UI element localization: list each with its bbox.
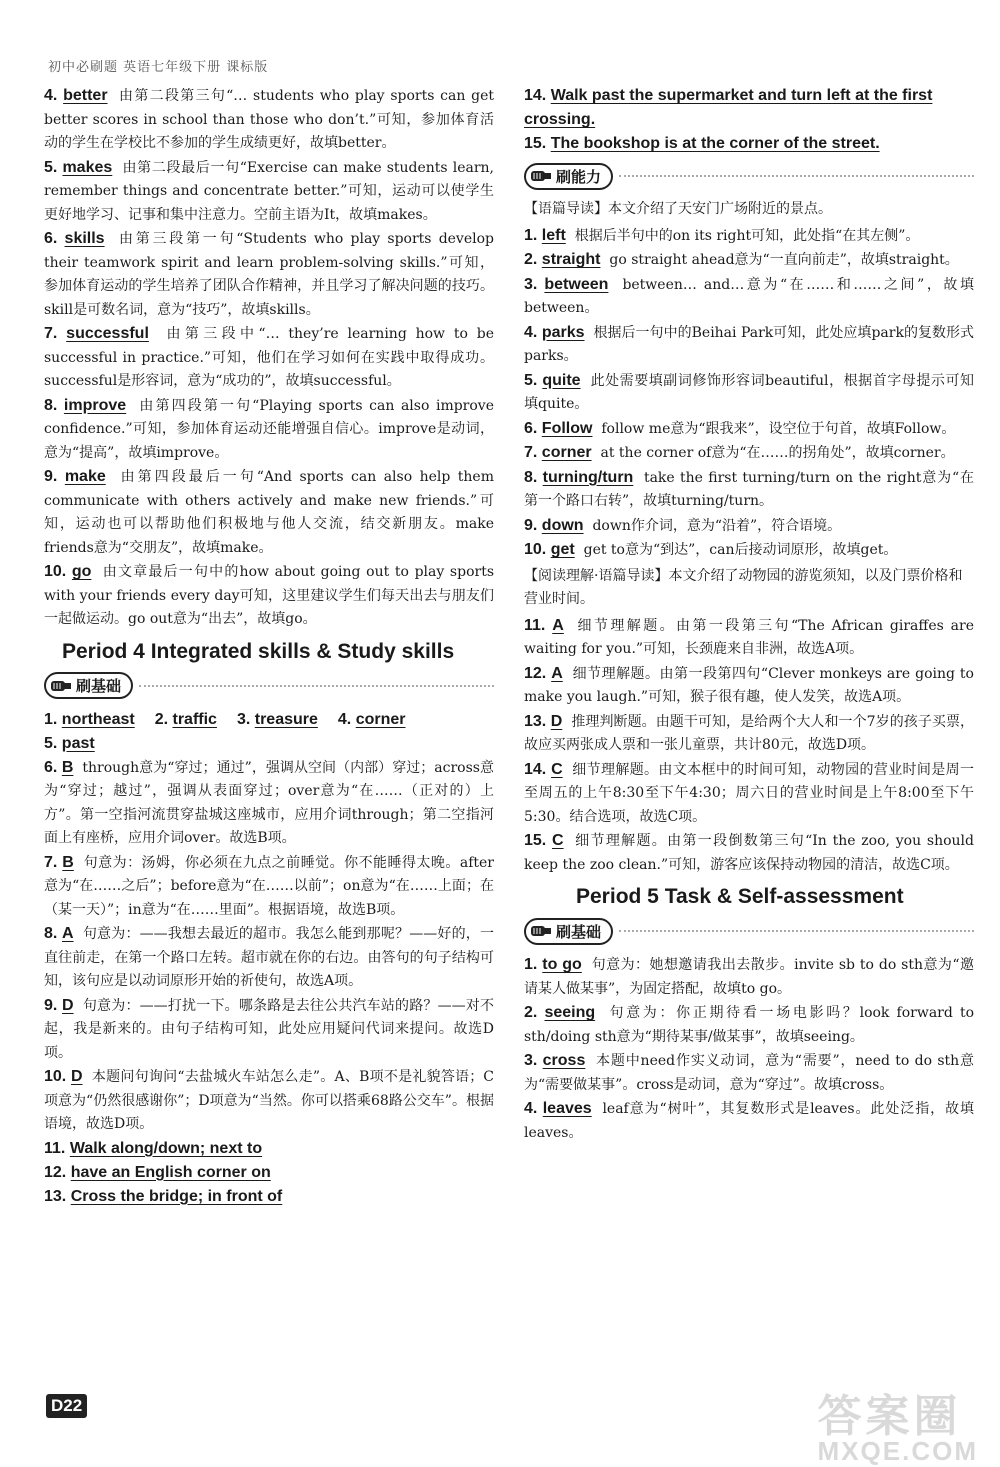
item-explanation: 由第四段最后一句“And sports can also help them communicate with others actively and make new friends.”可知，运动也可以帮助他们积极地与他人交流，结交新朋友。make friends意为“交朋友”，故填make。	[44, 469, 494, 556]
item-number: 15.	[524, 832, 547, 849]
item-answer: skills	[64, 230, 105, 247]
answer-item	[524, 1049, 974, 1097]
item-number: 4.	[524, 1100, 538, 1117]
item-explanation: 句意为：你正期待看一场电影吗？look forward to sth/doing sth意为“期待某事/做某事”，故填seeing。	[524, 1005, 975, 1045]
answer-item	[524, 829, 974, 877]
item-answer: C	[551, 760, 563, 778]
period5-items	[524, 953, 974, 1145]
item-number: 9.	[44, 468, 58, 485]
item-explanation: take the first turning/turn on the right意为“在第一个路口右转”，故填turning/turn。	[524, 469, 974, 509]
answer-num: 3.	[236, 710, 251, 728]
answer-item	[524, 1001, 974, 1049]
item-answer: corner	[541, 444, 592, 461]
item-explanation: 根据后半句中的on its right可知，此处指“在其左侧”。	[574, 227, 920, 244]
answer-text: past	[61, 734, 95, 752]
item-number: 11.	[524, 616, 546, 634]
item-number: 7.	[524, 444, 538, 461]
item-number: 13.	[524, 712, 547, 730]
answer-num: 14.	[524, 87, 547, 104]
item-number: 10.	[524, 541, 547, 558]
right-column	[524, 84, 974, 1145]
brush-icon	[530, 922, 552, 940]
item-explanation: down作介词，意为“沿着”，符合语境。	[592, 517, 842, 534]
answer-item	[524, 417, 974, 442]
left-items	[44, 84, 494, 632]
item-answer: D	[62, 996, 74, 1014]
item-explanation: leaf意为“树叶”，其复数形式是leaves。此处泛指，故填leaves。	[524, 1101, 975, 1141]
answer-item	[44, 994, 494, 1066]
brush-icon	[530, 167, 552, 185]
answer-5	[44, 732, 494, 756]
item-explanation: 推理判断题。由题干可知，是给两个大人和一个7岁的孩子买票，故应买两张成人票和一张儿童票，共计80元，故选D项。	[524, 713, 975, 753]
item-explanation: 本题问句询问“去盐城火车站怎么走”。A、B项不是礼貌答语；C项意为“仍然很感谢你”；D项意为“当然。你可以搭乘68路公交车”。根据语境，故选D项。	[44, 1069, 495, 1132]
watermark-line2: MXQE.COM	[817, 1436, 978, 1466]
item-answer: better	[63, 87, 108, 104]
item-answer: makes	[62, 158, 113, 176]
item-explanation: 细节理解题。由第一段第四句“Clever monkeys are going to make you laugh.”可知，猴子很有趣，使人发笑，故选A项。	[524, 665, 974, 705]
answer-item	[44, 156, 494, 228]
answer-text: corner	[355, 710, 406, 728]
period4-answer-lines	[44, 1137, 494, 1209]
answer-text: The bookshop is at the corner of the street.	[550, 135, 880, 152]
item-number: 10.	[44, 563, 67, 580]
item-number: 6.	[524, 419, 538, 437]
passage-guide: 【语篇导读】本文介绍了天安门广场附近的景点。	[524, 201, 832, 217]
item-number: 7.	[44, 853, 58, 871]
item-answer: go	[71, 563, 92, 580]
answer-item	[44, 756, 494, 851]
badge-pill	[524, 163, 613, 190]
item-number: 2.	[524, 251, 538, 268]
item-explanation: 由第三段中“… they’re learning how to be successful in practice.”可知，他们在学习如何在实践中取得成功。successful是形容词，意为“成功的”，故填successful。	[44, 326, 494, 389]
dotted-divider	[619, 175, 974, 177]
item-number: 1.	[524, 956, 538, 973]
answer-row-1	[44, 708, 494, 732]
answer-item	[524, 441, 974, 466]
right-top-lines	[524, 84, 974, 156]
item-explanation: get to意为“到达”，can后接动词原形，故填get。	[583, 542, 898, 558]
item-answer: improve	[63, 396, 127, 414]
item-explanation: 此处需要填副词修饰形容词beautiful，根据首字母提示可知填quite。	[524, 372, 974, 412]
item-explanation: go straight ahead意为“一直向前走”，故填straight。	[609, 252, 959, 268]
answer-4	[338, 708, 406, 732]
answer-item	[44, 560, 494, 632]
answer-item	[524, 614, 974, 662]
item-number: 6.	[44, 758, 58, 776]
item-number: 9.	[524, 516, 538, 534]
period4-items	[44, 756, 494, 1137]
item-answer: quite	[542, 371, 581, 389]
item-number: 5.	[524, 371, 538, 389]
nengli-badge	[524, 162, 974, 190]
item-explanation: 本题中need作实义动词，意为“需要”，need to do sth意为“需要做某事”。cross是动词，意为“穿过”。故填cross。	[524, 1053, 974, 1093]
item-explanation: 由第四段第一句“Playing sports can also improve confidence.”可知，参加体育运动还能增强自信心。improve是动词，意为“提高”，故填improve。	[44, 397, 494, 461]
answer-line	[44, 1185, 494, 1209]
item-explanation: between… and…意为“在……和……之间”，故填between。	[524, 276, 974, 316]
reading-guide: 【阅读理解·语篇导读】本文介绍了动物园的游览须知，以及门票价格和营业时间。	[524, 567, 963, 607]
answer-line	[44, 1137, 494, 1161]
period5-badge	[524, 917, 974, 945]
item-number: 3.	[524, 275, 538, 293]
item-explanation: 由第二段第三句“… students who play sports can get better scores in school than those who don’t.”可知，参加体育活动的学生在学校比不参加的学生成绩更好，故填better。	[44, 88, 494, 151]
answer-line	[524, 132, 974, 156]
answer-item	[524, 273, 974, 321]
answer-item	[524, 710, 974, 758]
watermark-line1: 答案圈	[817, 1392, 962, 1441]
item-number: 4.	[44, 87, 58, 104]
answer-text: Walk past the supermarket and turn left at the first crossing.	[524, 87, 933, 128]
nengli-items	[524, 224, 974, 563]
answer-num: 15.	[524, 135, 547, 152]
answer-item	[44, 1065, 494, 1137]
item-number: 3.	[524, 1052, 538, 1069]
item-answer: between	[544, 275, 609, 293]
answer-item	[44, 84, 494, 156]
item-number: 7.	[44, 325, 58, 342]
answer-num: 11.	[44, 1139, 66, 1157]
answer-item	[524, 466, 974, 514]
item-explanation: 句意为：她想邀请我出去散步。invite sb to do sth意为“邀请某人做某事”，为固定搭配，故填to go。	[524, 957, 975, 997]
item-number: 6.	[44, 230, 58, 247]
item-number: 2.	[524, 1004, 538, 1021]
item-number: 8.	[44, 396, 58, 414]
answer-2	[155, 708, 217, 732]
item-answer: make	[64, 468, 106, 485]
answer-item	[524, 321, 974, 369]
answer-line	[524, 84, 974, 132]
item-number: 8.	[44, 925, 58, 942]
answer-text: northeast	[61, 710, 135, 728]
answer-text: traffic	[172, 710, 217, 728]
period4-title: Period 4 Integrated skills & Study skills	[62, 639, 455, 663]
answer-num: 2.	[154, 710, 169, 728]
page-number: D22	[46, 1394, 87, 1418]
item-explanation: 句意为：——我想去最近的超市。我怎么能到那呢？——好的，一直往前走，在第一个路口左转。超市就在你的右边。由答句的句子结构可知，该句应是以动词原形开始的祈使句，故选A项。	[44, 926, 494, 989]
page-header: 初中必刷题 英语七年级下册 课标版	[48, 60, 269, 75]
item-answer: B	[61, 758, 74, 776]
answer-item	[44, 322, 494, 394]
item-explanation: at the corner of意为“在……的拐角处”，故填corner。	[600, 445, 955, 461]
answer-item	[524, 248, 974, 273]
item-explanation: 句意为：汤姆，你必须在九点之前睡觉。你不能睡得太晚。after意为“在……之后”；before意为“在……以前”；on意为“在……上面；在（某一天）”；in意为“在……里面”。根据语境，故选B项。	[44, 854, 494, 918]
answer-text: Walk along/down; next to	[69, 1139, 263, 1157]
answer-item	[44, 922, 494, 994]
answer-item	[44, 227, 494, 322]
item-answer: turning/turn	[542, 468, 634, 486]
answer-item	[44, 394, 494, 466]
answer-text: have an English corner on	[70, 1163, 271, 1181]
item-answer: C	[552, 832, 564, 849]
answer-item	[524, 538, 974, 563]
item-number: 10.	[44, 1068, 67, 1085]
answer-item	[44, 465, 494, 560]
answer-num: 5.	[44, 734, 58, 752]
item-answer: seeing	[544, 1004, 596, 1021]
item-answer: A	[551, 664, 563, 682]
nengli-items2	[524, 614, 974, 878]
item-explanation: 句意为：——打扰一下。哪条路是去往公共汽车站的路？——对不起，我是新来的。由句子结构可知，此处应用疑问代词来提问。故选D项。	[44, 997, 494, 1061]
item-number: 5.	[44, 158, 58, 176]
item-answer: to go	[542, 956, 582, 973]
answer-item	[524, 224, 974, 249]
period4-badge	[44, 672, 494, 700]
answer-num: 13.	[44, 1187, 67, 1205]
item-explanation: 细节理解题。由第一段倒数第三句“In the zoo, you should keep the zoo clean.”可知，游客应该保持动物园的清洁，故选C项。	[524, 833, 974, 873]
answer-num: 1.	[44, 710, 58, 728]
item-number: 4.	[524, 323, 538, 341]
answer-text: treasure	[254, 710, 318, 728]
item-explanation: 根据后一句中的Beihai Park可知，此处应填park的复数形式parks。	[524, 324, 975, 364]
item-answer: Follow	[541, 419, 593, 437]
brush-icon	[50, 677, 72, 695]
answer-3	[237, 708, 318, 732]
item-number: 14.	[524, 760, 547, 778]
item-answer: parks	[541, 323, 585, 341]
item-number: 12.	[524, 664, 547, 682]
item-answer: left	[541, 226, 566, 244]
badge-label: 刷基础	[556, 923, 602, 941]
item-answer: A	[62, 925, 74, 942]
answer-item	[524, 662, 974, 710]
answer-1	[44, 708, 135, 732]
dotted-divider	[139, 685, 494, 687]
period5-title: Period 5 Task & Self-assessment	[576, 885, 904, 908]
answer-item	[44, 851, 494, 923]
answer-text: Cross the bridge; in front of	[70, 1187, 283, 1205]
item-answer: B	[62, 853, 74, 871]
item-answer: cross	[542, 1052, 586, 1069]
item-number: 9.	[44, 996, 58, 1014]
badge-label: 刷基础	[76, 678, 122, 695]
badge-pill	[44, 672, 133, 699]
answer-item	[524, 514, 974, 539]
watermark	[818, 1380, 978, 1467]
item-explanation: 由第二段最后一句“Exercise can make students learn, remember things and concentrate better.”可知，运动可以使学生更好地学习、记事和集中注意力。空前主语为It，故填makes。	[44, 159, 494, 223]
item-explanation: through意为“穿过；通过”，强调从空间（内部）穿过；across意为“穿过；越过”，强调从表面穿过；over意为“在……（正对的）上方”。第一空指河流贯穿盐城这座城市，应用介词through；第二空指河面上有座桥，应用介词over。故选B项。	[44, 759, 495, 846]
item-explanation: 细节理解题。由文本框中的时间可知，动物园的营业时间是周一至周五的上午8:30至下午4:30；周六日的营业时间是上午8:00至下午5:30。结合选项，故选C项。	[524, 761, 974, 825]
answer-item	[524, 369, 974, 417]
item-answer: successful	[66, 325, 149, 342]
item-explanation: 细节理解题。由第一段第三句“The African giraffes are waiting for you.”可知，长颈鹿来自非洲，故选A项。	[524, 617, 974, 657]
item-answer: A	[552, 616, 564, 634]
item-number: 8.	[524, 468, 538, 486]
answer-line	[44, 1161, 494, 1185]
badge-pill	[524, 918, 613, 945]
badge-label: 刷能力	[556, 168, 602, 186]
item-number: 1.	[524, 226, 538, 244]
left-column	[44, 84, 494, 1209]
item-answer: D	[70, 1068, 83, 1085]
item-answer: down	[541, 516, 584, 534]
item-answer: D	[550, 712, 563, 730]
item-answer: straight	[541, 251, 601, 268]
item-explanation: 由第三段第一句“Students who play sports develop their teamwork spirit and learn problem-solving skills.”可知，参加体育运动的学生培养了团队合作精神，并且学习了解决问题的技巧。skill是可数名词，意为“技巧”，故填skills。	[44, 231, 494, 318]
answer-item	[524, 953, 974, 1001]
item-explanation: follow me意为“跟我来”，设空位于句首，故填Follow。	[601, 420, 956, 437]
answer-item	[524, 1097, 974, 1145]
dotted-divider	[619, 930, 974, 932]
item-answer: leaves	[542, 1100, 592, 1117]
item-answer: get	[550, 541, 575, 558]
answer-num: 4.	[337, 710, 352, 728]
item-explanation: 由文章最后一句中的how about going out to play sports with your friends every day可知，这里建议学生们每天出去与朋友们一起做运动。go out意为“出去”，故填go。	[44, 564, 495, 627]
answer-item	[524, 758, 974, 830]
answer-num: 12.	[44, 1163, 67, 1181]
